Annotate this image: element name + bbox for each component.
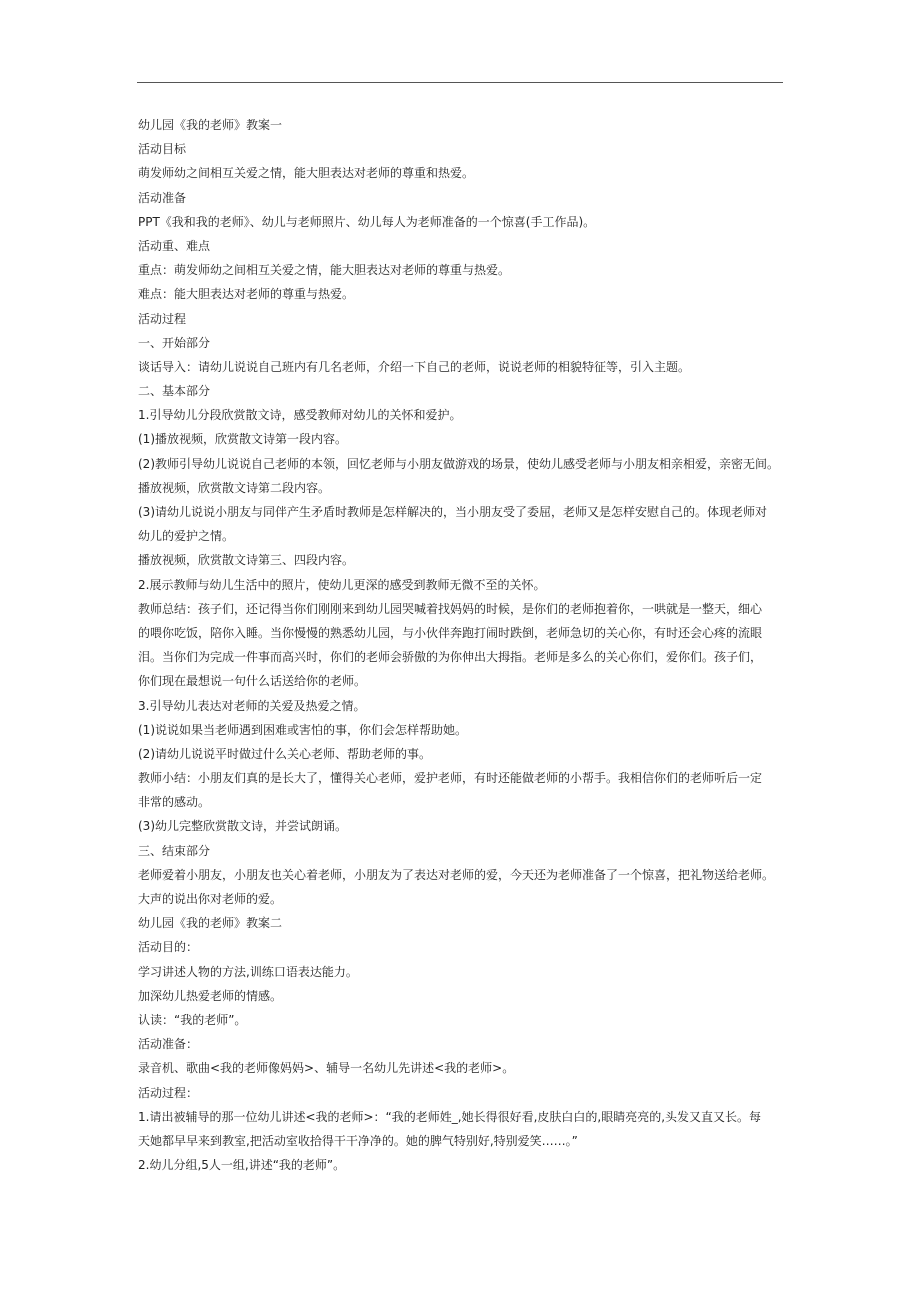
text-line: 你们现在最想说一句什么话送给你的老师。 — [138, 674, 367, 689]
text-line: PPT《我和我的老师》、幼儿与老师照片、幼儿每人为老师准备的一个惊喜(手工作品)。 — [138, 214, 596, 229]
text-line: (2)教师引导幼儿说说自己老师的本领，回忆老师与小朋友做游戏的场景，使幼儿感受老师与小朋友相亲相爱，亲密无间。 — [138, 456, 780, 471]
text-line: 活动过程 — [138, 311, 187, 326]
text-line: 大声的说出你对老师的爱。 — [138, 892, 283, 906]
text-line: 认读：“我的老师”。 — [138, 1012, 247, 1027]
text-line: 加深幼儿热爱老师的情感。 — [138, 988, 283, 1003]
text-line: 重点：萌发师幼之间相互关爱之情，能大胆表达对老师的尊重与热爱。 — [138, 263, 511, 278]
text-line: 非常的感动。 — [138, 795, 211, 810]
document-body — [138, 113, 788, 1177]
text-line: 幼儿园《我的老师》教案一 — [138, 118, 283, 132]
text-line: 幼儿的爱护之情。 — [138, 529, 235, 544]
text-line: 2.展示教师与幼儿生活中的照片，使幼儿更深的感受到教师无微不至的关怀。 — [138, 577, 546, 592]
text-line: 活动准备： — [138, 1037, 199, 1052]
text-line: 二、基本部分 — [138, 384, 211, 399]
text-line: 幼儿园《我的老师》教案二 — [138, 916, 283, 931]
text-line: 泪。当你们为完成一件事而高兴时，你们的老师会骄傲的为你伸出大拇指。老师是多么的关心你们，爱你们。孩子们， — [138, 650, 763, 665]
text-line: 录音机、歌曲<我的老师像妈妈>、辅导一名幼儿先讲述<我的老师>。 — [138, 1061, 515, 1076]
text-line: 活动准备 — [138, 190, 187, 205]
text-line: 1.引导幼儿分段欣赏散文诗，感受教师对幼儿的关怀和爱护。 — [138, 408, 462, 423]
text-line: 三、结束部分 — [138, 843, 211, 858]
text-line: 天她都早早来到教室,把活动室收拾得干干净净的。她的脾气特别好,特别爱笑……。” — [138, 1133, 578, 1148]
text-line: 活动过程： — [138, 1085, 199, 1100]
text-line: 播放视频，欣赏散文诗第三、四段内容。 — [138, 553, 355, 568]
text-line: (1)说说如果当老师遇到困难或害怕的事，你们会怎样帮助她。 — [138, 722, 468, 737]
text-line: 教师总结：孩子们，还记得当你们刚刚来到幼儿园哭喊着找妈妈的时候，是你们的老师抱着你，一哄就是一整天，细心 — [138, 601, 763, 616]
text-line: 2.幼儿分组,5人一组,讲述“我的老师”。 — [138, 1158, 346, 1173]
text-line: 一、开始部分 — [138, 335, 211, 350]
text-line: (2)请幼儿说说平时做过什么关心老师、帮助老师的事。 — [138, 746, 432, 761]
text-line: 教师小结：小朋友们真的是长大了，懂得关心老师，爱护老师，有时还能做老师的小帮手。我相信你们的老师听后一定 — [138, 771, 763, 786]
text-line: (3)请幼儿说说小朋友与同伴产生矛盾时教师是怎样解决的，当小朋友受了委屈，老师又是怎样安慰自己的。体现老师对 — [138, 505, 768, 519]
text-line: 1.请出被辅导的那一位幼儿讲述<我的老师>：“我的老师姓_,她长得很好看,皮肤白白的,眼睛亮亮的,头发又直又长。每 — [138, 1109, 762, 1124]
text-line: 活动目标 — [138, 142, 187, 157]
text-line: 的喂你吃饭，陪你入睡。当你慢慢的熟悉幼儿园，与小伙伴奔跑打闹时跌倒，老师急切的关心你，有时还会心疼的流眼 — [138, 625, 763, 640]
text-line: 学习讲述人物的方法,训练口语表达能力。 — [138, 964, 358, 979]
text-line: 老师爱着小朋友，小朋友也关心着老师，小朋友为了表达对老师的爱，今天还为老师准备了一个惊喜，把礼物送给老师。 — [138, 867, 775, 882]
text-line: 萌发师幼之间相互关爱之情，能大胆表达对老师的尊重和热爱。 — [138, 166, 475, 181]
text-line: 播放视频，欣赏散文诗第二段内容。 — [138, 480, 331, 495]
text-line: (1)播放视频，欣赏散文诗第一段内容。 — [138, 432, 347, 447]
text-line: (3)幼儿完整欣赏散文诗，并尝试朗诵。 — [138, 819, 347, 834]
text-line: 谈话导入：请幼儿说说自己班内有几名老师，介绍一下自己的老师，说说老师的相貌特征等，引入主题。 — [138, 359, 691, 374]
text-line: 3.引导幼儿表达对老师的关爱及热爱之情。 — [138, 698, 366, 713]
text-line: 难点：能大胆表达对老师的尊重与热爱。 — [138, 287, 355, 302]
header-rule — [137, 82, 783, 83]
text-line: 活动目的： — [138, 940, 199, 955]
text-line: 活动重、难点 — [138, 238, 211, 253]
